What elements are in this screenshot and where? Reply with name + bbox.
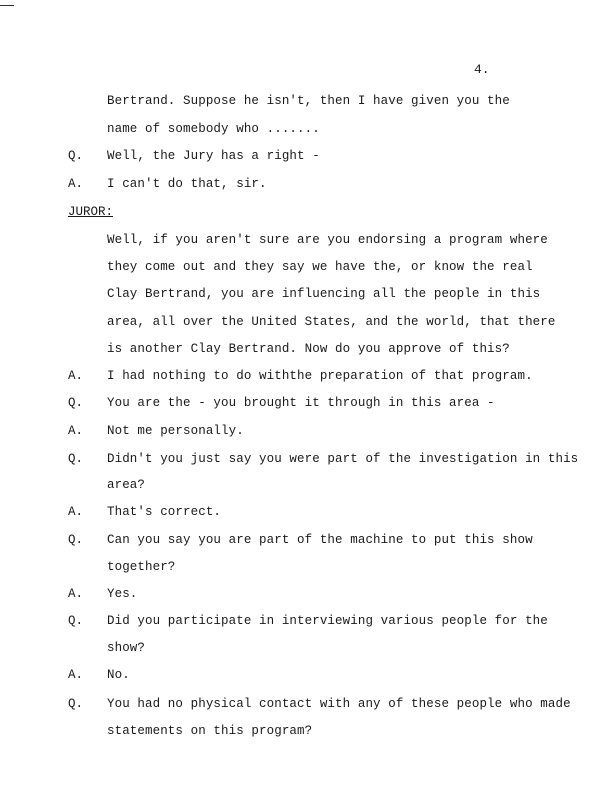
transcript-line: That's correct.	[107, 505, 222, 519]
transcript-line: Didn't you just say you were part of the investigation in this	[107, 452, 579, 466]
transcript-line: area?	[107, 478, 146, 492]
transcript-line: is another Clay Bertrand. Now do you approve of this?	[107, 342, 510, 356]
speaker-label: A.	[68, 668, 84, 682]
transcript-line: You had no physical contact with any of these people who made	[107, 697, 571, 711]
transcript-line: Can you say you are part of the machine to put this show	[107, 533, 533, 547]
speaker-label: A.	[68, 177, 84, 191]
transcript-line: Not me personally.	[107, 424, 244, 438]
speaker-label: Q.	[68, 396, 84, 410]
transcript-line: I had nothing to do withthe preparation of that program.	[107, 369, 533, 383]
transcript-line: together?	[107, 560, 176, 574]
transcript-line: I can't do that, sir.	[107, 177, 267, 191]
juror-heading: JUROR:	[68, 205, 114, 219]
speaker-label: Q.	[68, 452, 84, 466]
transcript-line: statements on this program?	[107, 724, 313, 738]
transcript-line: No.	[107, 668, 130, 682]
transcript-line: Did you participate in interviewing various people for the	[107, 614, 548, 628]
speaker-label: A.	[68, 369, 84, 383]
speaker-label: A.	[68, 505, 84, 519]
transcript-line: You are the - you brought it through in this area -	[107, 396, 495, 410]
transcript-line: Clay Bertrand, you are influencing all the people in this	[107, 287, 541, 301]
transcript-line: show?	[107, 641, 146, 655]
speaker-label: Q.	[68, 533, 84, 547]
transcript-line: they come out and they say we have the, or know the real	[107, 260, 533, 274]
speaker-label: A.	[68, 424, 84, 438]
transcript-line: Well, if you aren't sure are you endorsing a program where	[107, 233, 548, 247]
transcript-line: Well, the Jury has a right -	[107, 149, 320, 163]
transcript-line: name of somebody who .......	[107, 122, 320, 136]
speaker-label: Q.	[68, 149, 84, 163]
speaker-label: Q.	[68, 697, 84, 711]
page-number: 4.	[474, 62, 490, 77]
transcript-line: Bertrand. Suppose he isn't, then I have given you the	[107, 94, 510, 108]
corner-mark	[0, 5, 14, 6]
speaker-label: Q.	[68, 614, 84, 628]
speaker-label: A.	[68, 587, 84, 601]
transcript-line: area, all over the United States, and the world, that there	[107, 315, 556, 329]
transcript-line: Yes.	[107, 587, 138, 601]
